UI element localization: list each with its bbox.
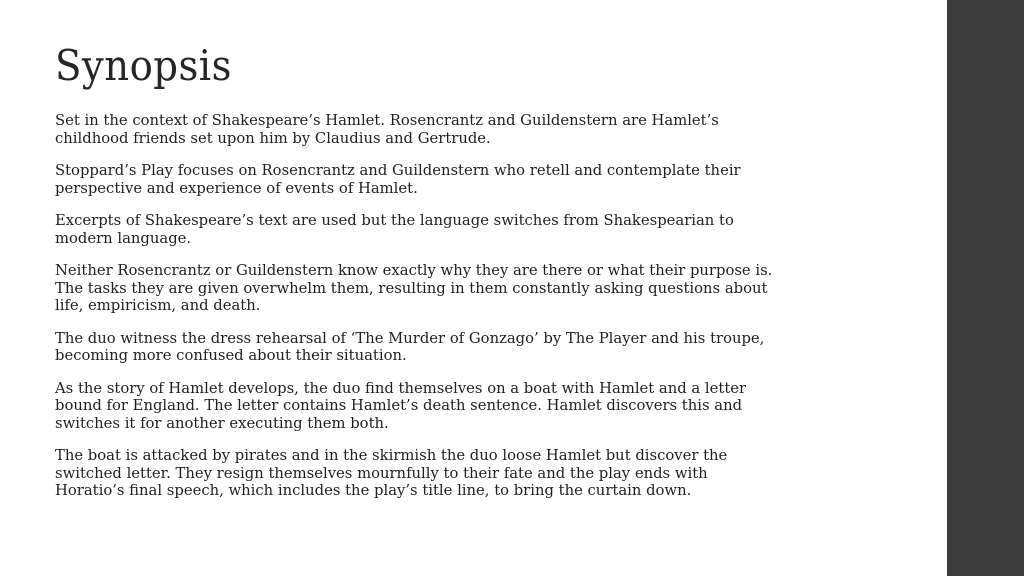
text-line: Horatio’s final speech, which includes the play’s title line, to bring the curtain down. [55,481,692,499]
text-line: becoming more confused about their situation. [55,346,407,364]
text-line: perspective and experience of events of Hamlet. [55,178,418,197]
paragraph-boat [55,380,935,433]
synopsis-body [55,112,935,515]
paragraph-focus [55,162,935,197]
paragraph-rehearsal [55,330,935,365]
text-line: Stoppard’s Play focuses on Rosencrantz and Guildenstern who retell and contemplate their [55,161,741,179]
slide-title: Synopsis [55,41,232,90]
text-line: modern language. [55,228,192,247]
paragraph-purpose [55,262,935,315]
text-line: childhood friends set upon him by Claudius and Gertrude. [55,128,491,147]
paragraph-context [55,112,935,147]
text-line: switches it for another executing them both. [55,413,389,432]
text-line: As the story of Hamlet develops, the duo find themselves on a boat with Hamlet and a letter [55,378,747,397]
paragraph-ending [55,447,935,500]
text-line: Set in the context of Shakespeare’s Hamlet. Rosencrantz and Guildenstern are Hamlet’s [55,111,719,129]
text-line: The tasks they are given overwhelm them, resulting in them constantly asking questions about [55,278,768,297]
text-line: The duo witness the dress rehearsal of ‘The Murder of Gonzago’ by The Player and his troupe, [55,328,765,347]
text-line: switched letter. They resign themselves mournfully to their fate and the play ends with [55,463,708,482]
text-line: Neither Rosencrantz or Guildenstern know exactly why they are there or what their purpose is. [55,261,773,279]
text-line: Excerpts of Shakespeare’s text are used but the language switches from Shakespearian to [55,211,734,229]
text-line: bound for England. The letter contains Hamlet’s death sentence. Hamlet discovers this and [55,396,743,414]
decorative-side-bar [947,0,1024,576]
text-line: life, empiricism, and death. [55,296,261,314]
text-line: The boat is attacked by pirates and in the skirmish the duo loose Hamlet but discover the [55,446,728,464]
paragraph-language [55,212,935,247]
